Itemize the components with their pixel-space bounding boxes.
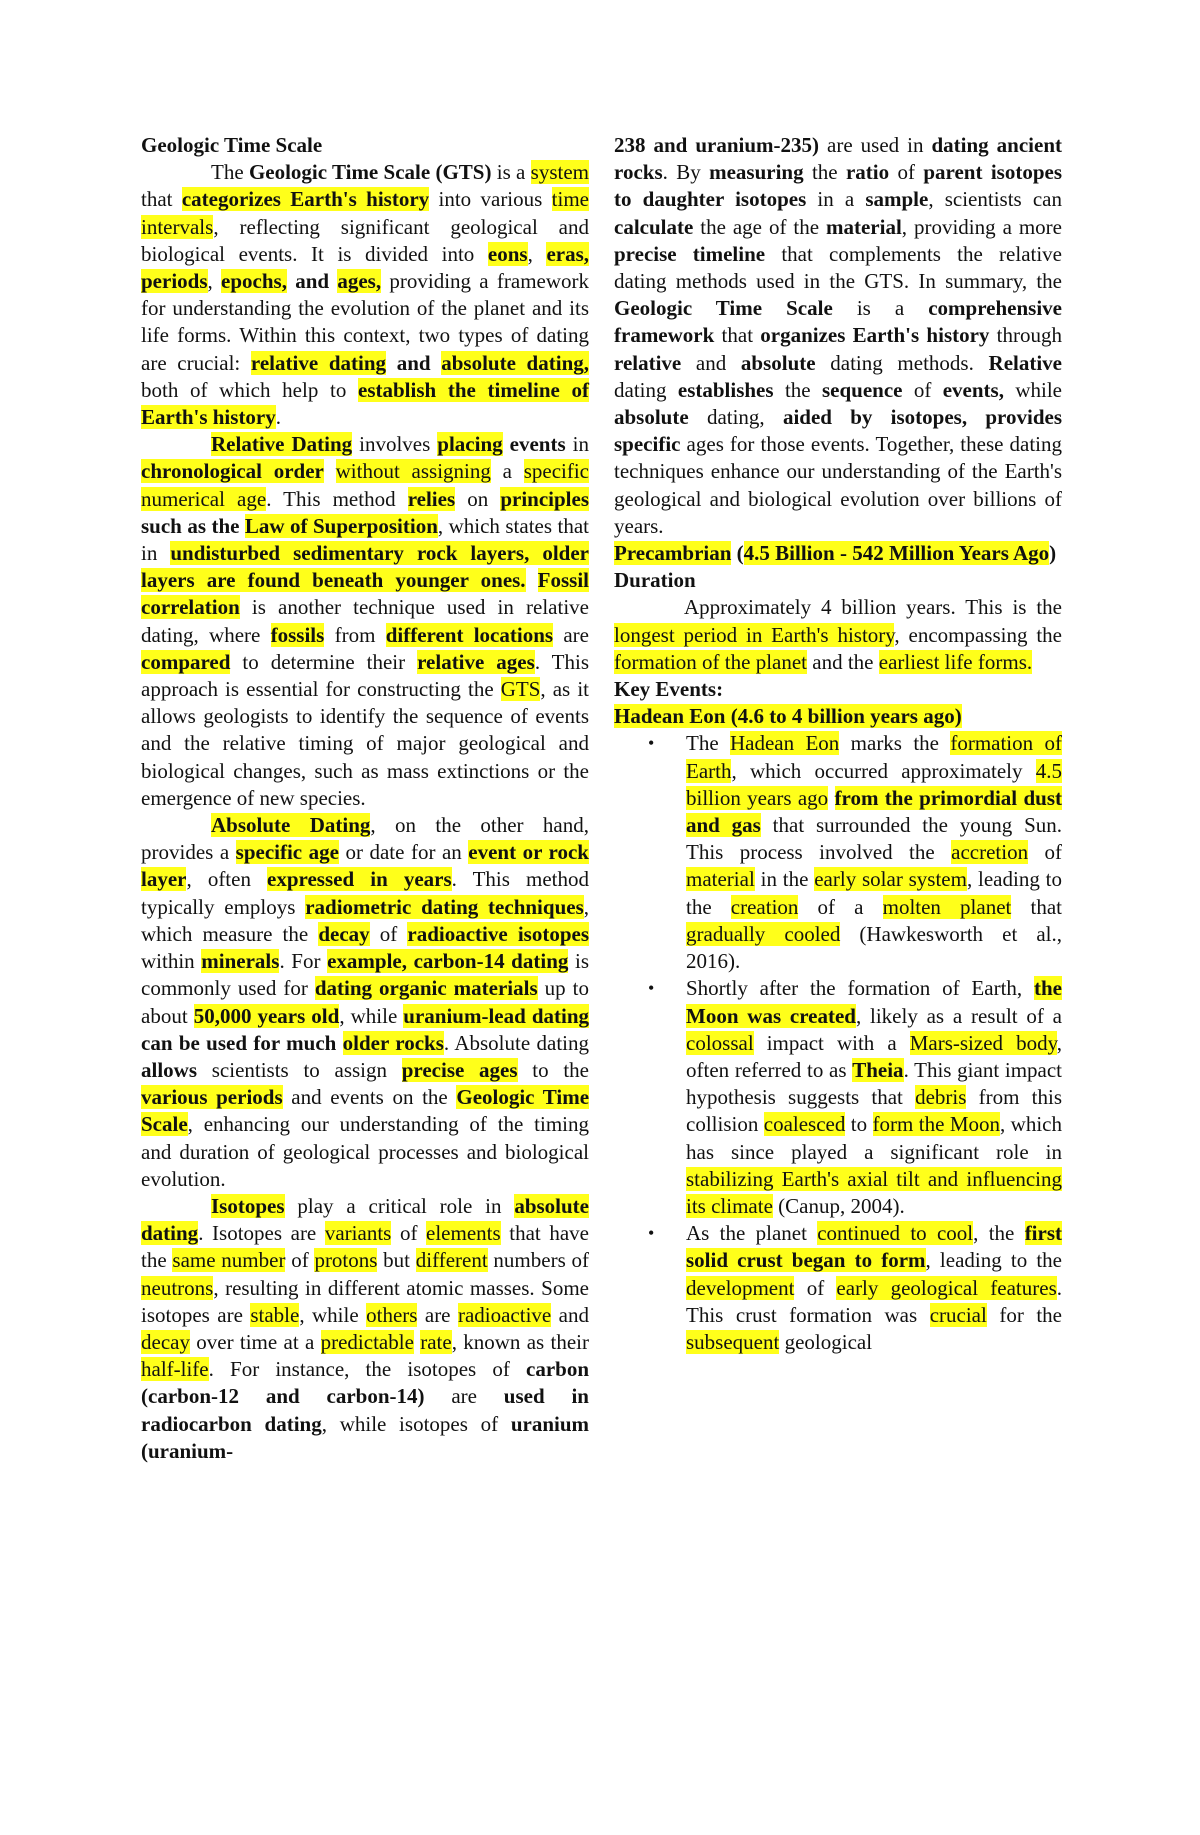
- highlighted-text: neutrons: [141, 1275, 214, 1300]
- highlighted-text: Law of Superposition: [244, 513, 438, 538]
- text-run: material: [825, 214, 902, 239]
- text-run: . Isotopes are: [198, 1221, 325, 1246]
- list-item-text: [686, 731, 1062, 973]
- highlighted-text: Geologic Time Scale: [141, 1085, 590, 1137]
- text-run: and: [386, 350, 442, 375]
- text-run: dating methods.: [815, 350, 989, 375]
- highlighted-text: uranium-lead dating: [403, 1003, 590, 1028]
- text-run: to determine their: [230, 649, 418, 674]
- text-run: relative: [614, 350, 682, 375]
- text-run: , encompassing the: [894, 622, 1062, 647]
- highlighted-text: time intervals: [141, 187, 589, 239]
- text-run: are: [424, 1384, 504, 1409]
- list-item: [648, 975, 1062, 1220]
- text-run: comprehensive framework: [614, 296, 1062, 348]
- highlighted-text: Mars-sized body: [909, 1030, 1057, 1055]
- highlighted-text: early solar system: [814, 867, 967, 892]
- highlighted-text: protons: [314, 1248, 378, 1273]
- text-run: dating: [614, 377, 678, 402]
- text-run: parent isotopes to daughter isotopes: [614, 160, 1063, 212]
- text-run: are: [553, 622, 589, 647]
- text-run: into various: [429, 187, 552, 212]
- text-run: . This approach is essential for constructing the: [141, 649, 589, 702]
- document-title: Geologic Time Scale: [141, 133, 323, 157]
- text-run: [828, 786, 834, 810]
- highlighted-text: earliest life forms.: [878, 649, 1033, 674]
- text-run: . For: [279, 949, 328, 974]
- text-run: The: [686, 731, 730, 756]
- highlighted-text: system: [530, 160, 589, 185]
- duration-paragraph: [614, 594, 1062, 676]
- highlighted-text: from the primordial dust and gas: [686, 785, 1063, 838]
- text-run: [503, 432, 510, 456]
- highlighted-text: relative dating: [250, 350, 387, 375]
- highlighted-text: ages,: [337, 269, 382, 294]
- text-run: such as the: [141, 513, 245, 538]
- text-run: .: [275, 405, 282, 430]
- text-run: , leading to the: [925, 1248, 1062, 1273]
- text-run: . This giant impact hypothesis suggests that: [686, 1057, 1062, 1110]
- highlighted-text: example, carbon-14 dating: [327, 949, 569, 974]
- highlighted-text: variants: [324, 1221, 392, 1246]
- text-run: Geologic Time Scale: [614, 296, 833, 321]
- text-run: (Canup, 2004).: [772, 1193, 905, 1218]
- highlighted-text: stabilizing Earth's axial tilt and influencing its climate: [686, 1166, 1062, 1218]
- list-item: [648, 730, 1063, 975]
- text-run: Relative: [988, 350, 1063, 375]
- text-run: , providing a more: [901, 214, 1062, 239]
- text-run: and the: [807, 649, 879, 674]
- highlighted-text: material: [686, 867, 755, 892]
- highlighted-text: the Moon was created: [686, 976, 1062, 1028]
- text-run: [967, 405, 985, 429]
- highlighted-text: accretion: [951, 840, 1029, 865]
- text-run: geological: [779, 1329, 873, 1354]
- highlighted-text: eras,: [546, 241, 590, 266]
- highlighted-text: specific numerical age: [141, 459, 589, 511]
- text-run: organizes Earth's history: [760, 323, 990, 348]
- left-column: [141, 132, 589, 1465]
- text-run: Geologic Time Scale (GTS): [248, 160, 492, 185]
- highlighted-text: continued to cool: [817, 1221, 974, 1246]
- text-run: for the: [986, 1302, 1062, 1327]
- text-run: sample: [865, 187, 929, 212]
- text-run: over time at a: [189, 1329, 321, 1354]
- text-run: is another technique used in relative dating, where: [141, 595, 589, 647]
- text-run: , known as their: [451, 1329, 589, 1354]
- text-run: is a: [832, 296, 929, 321]
- text-run: , which measure the: [141, 894, 589, 946]
- highlighted-text: decay: [141, 1329, 190, 1354]
- text-run: , reflecting significant geological and biological events. It is divided into: [141, 214, 589, 266]
- text-run: uranium (uranium-: [141, 1411, 589, 1463]
- highlighted-text: without assigning: [335, 459, 491, 484]
- text-run: in: [565, 432, 589, 457]
- text-run: , often referred to as: [686, 1030, 1062, 1082]
- text-run: [526, 568, 538, 592]
- highlighted-text: Hadean Eon: [730, 731, 840, 756]
- text-run: of: [285, 1248, 315, 1273]
- text-run: impact with a: [753, 1030, 910, 1055]
- text-run: of: [1028, 840, 1062, 865]
- highlighted-text: undisturbed sedimentary rock layers, older layers are found beneath younger ones.: [141, 541, 590, 593]
- bullet-icon: •: [648, 733, 655, 754]
- text-run: events,: [942, 377, 1004, 402]
- highlighted-text: stable: [250, 1302, 300, 1327]
- text-run: . By: [662, 160, 710, 185]
- text-run: of a: [798, 894, 883, 919]
- highlighted-text: older rocks: [342, 1030, 444, 1055]
- text-run: , while: [299, 1302, 367, 1327]
- text-run: marks the: [839, 731, 951, 756]
- text-run: but: [377, 1248, 416, 1273]
- text-run: ,: [527, 241, 547, 266]
- highlighted-text: specific age: [235, 840, 339, 865]
- text-run: and: [551, 1302, 589, 1327]
- duration-heading: Duration: [614, 568, 696, 593]
- highlighted-text: 4.5 billion years ago: [686, 758, 1062, 810]
- text-run: absolute: [740, 350, 816, 375]
- highlighted-text: dating organic materials: [314, 976, 538, 1001]
- text-run: from: [324, 622, 386, 647]
- text-run: ,: [207, 269, 222, 294]
- highlighted-text: chronological order: [141, 459, 324, 484]
- list-item-text: [686, 1221, 1062, 1354]
- text-run: [336, 1031, 342, 1055]
- highlighted-text: fossils: [270, 622, 325, 647]
- text-run: of: [794, 1275, 837, 1300]
- text-run: the: [773, 377, 822, 402]
- highlighted-text: minerals: [201, 949, 280, 974]
- text-run: measuring: [709, 160, 804, 185]
- text-run: , leading to the: [686, 867, 1062, 919]
- highlighted-text: same number: [172, 1248, 286, 1273]
- text-run: in the: [754, 867, 815, 892]
- highlighted-text: relies: [407, 486, 456, 511]
- text-run: can be used for much: [141, 1030, 337, 1055]
- highlighted-text: principles: [500, 486, 589, 511]
- highlighted-text: others: [366, 1302, 418, 1327]
- text-run: As the planet: [686, 1221, 818, 1246]
- highlighted-text: 4.5 Billion - 542 Million Years Ago: [743, 541, 1050, 566]
- text-run: up to about: [141, 976, 589, 1028]
- text-run: of: [369, 921, 408, 946]
- highlighted-text: first solid crust began to form: [686, 1221, 1063, 1273]
- text-run: , while isotopes of: [321, 1411, 511, 1436]
- text-run: is commonly used for: [141, 949, 589, 1001]
- text-run: (: [731, 541, 744, 566]
- highlighted-text: coalesced: [763, 1112, 846, 1137]
- text-run: . For instance, the isotopes of: [208, 1357, 526, 1382]
- text-run: allows: [141, 1057, 198, 1082]
- highlighted-text: Fossil correlation: [141, 568, 589, 620]
- text-run: or date for an: [338, 840, 469, 865]
- text-run: carbon (carbon-12 and carbon-14): [141, 1357, 589, 1409]
- paragraph-isotopes-continued: [614, 132, 1062, 540]
- text-run: a: [490, 459, 524, 484]
- right-column: [614, 132, 1062, 1356]
- highlighted-text: formation of Earth: [686, 731, 1062, 783]
- paragraph-absolute-dating: [141, 812, 589, 1193]
- highlighted-text: crucial: [929, 1302, 987, 1327]
- highlighted-text: elements: [426, 1221, 501, 1246]
- highlighted-text: decay: [318, 921, 370, 946]
- text-run: of: [902, 377, 943, 402]
- text-run: used in radiocarbon dating: [141, 1384, 589, 1436]
- highlighted-text: Relative Dating: [211, 432, 353, 457]
- text-run: calculate: [614, 214, 694, 239]
- text-run: and: [286, 269, 338, 294]
- bullet-icon: •: [648, 978, 655, 999]
- text-run: are: [417, 1302, 458, 1327]
- text-run: is a: [491, 160, 531, 185]
- highlighted-text: establish the timeline of Earth's history: [141, 377, 589, 430]
- highlighted-text: GTS: [500, 677, 541, 702]
- text-run: , which states that in: [141, 513, 589, 566]
- text-run: dating ancient rocks: [614, 133, 1063, 185]
- highlighted-text: development: [686, 1275, 795, 1300]
- text-run: 238 and uranium-235): [614, 133, 820, 157]
- text-run: . This method typically employs: [141, 867, 589, 919]
- paragraph-relative-dating: [141, 431, 589, 812]
- highlighted-text: Precambrian: [614, 541, 732, 566]
- highlighted-text: expressed in years: [267, 867, 452, 892]
- precambrian-heading: [614, 540, 1062, 567]
- text-run: , on the other hand, provides a: [141, 813, 589, 865]
- text-run: involves: [352, 432, 438, 457]
- text-run: that complements the relative dating methods used in the GTS. In summary, the: [614, 241, 1062, 294]
- highlighted-text: different: [415, 1248, 488, 1273]
- text-run: provides specific: [614, 405, 1062, 457]
- text-run: , scientists can: [928, 187, 1062, 212]
- highlighted-text: precise ages: [401, 1057, 518, 1082]
- highlighted-text: early geological features: [836, 1275, 1057, 1300]
- text-run: scientists to assign: [197, 1057, 402, 1082]
- hadean-events-list: [614, 730, 1062, 1356]
- text-run: events: [509, 432, 566, 457]
- text-run: to: [845, 1112, 873, 1137]
- text-run: the age of the: [693, 214, 826, 239]
- highlighted-text: categorizes Earth's history: [181, 187, 430, 212]
- highlighted-text: longest period in Earth's history: [614, 622, 895, 647]
- highlighted-text: predictable: [320, 1329, 414, 1354]
- highlighted-text: radioactive: [457, 1302, 552, 1327]
- text-run: , as it allows geologists to identify the sequence of events and the relative timing of major geological and biological changes, such as mass extinctions or the emergence of new species.: [141, 677, 589, 810]
- text-run: ): [1049, 541, 1057, 566]
- text-run: ages for those events. Together, these dating techniques enhance our understanding of the Earth's geological and biological evolution over billions of years.: [614, 432, 1062, 538]
- text-run: (Hawkesworth et al., 2016).: [686, 921, 1063, 974]
- text-run: establishes: [677, 377, 774, 402]
- highlighted-text: eons: [487, 241, 528, 266]
- text-run: , often: [186, 867, 268, 892]
- text-run: . Absolute dating: [443, 1030, 589, 1055]
- text-run: that have the: [141, 1221, 589, 1273]
- text-run: , likely as a result of a: [855, 1003, 1062, 1028]
- text-run: absolute: [614, 405, 689, 430]
- highlighted-text: Isotopes: [211, 1193, 285, 1218]
- highlighted-text: absolute dating: [141, 1193, 589, 1246]
- text-run: in a: [806, 187, 866, 212]
- text-run: while: [1003, 377, 1062, 402]
- text-run: both of which help to: [141, 377, 358, 402]
- highlighted-text: absolute dating,: [441, 350, 589, 375]
- highlighted-text: various periods: [141, 1085, 283, 1110]
- text-run: play a critical role in: [284, 1193, 515, 1218]
- highlighted-text: compared: [141, 649, 231, 674]
- highlighted-text: periods: [141, 269, 208, 294]
- text-run: . This method: [266, 486, 408, 511]
- text-run: precise timeline: [614, 241, 766, 266]
- highlighted-text: form the Moon: [872, 1112, 1000, 1137]
- text-run: . This crust formation was: [686, 1275, 1063, 1327]
- highlighted-text: different locations: [385, 622, 554, 647]
- highlighted-text: rate: [420, 1329, 452, 1354]
- text-run: of: [391, 1221, 427, 1246]
- key-events-heading: Key Events:: [614, 677, 724, 702]
- paragraph-isotopes: [141, 1193, 589, 1465]
- highlighted-text: colossal: [686, 1030, 754, 1055]
- text-run: dating,: [688, 405, 783, 430]
- text-run: numbers of: [487, 1248, 589, 1273]
- text-run: , the: [973, 1221, 1025, 1246]
- highlighted-text: subsequent: [686, 1329, 780, 1354]
- text-run: providing a framework for understanding the evolution of the planet and its life forms. Within this context, two types of dating are crucial:: [141, 269, 590, 375]
- hadean-heading: Hadean Eon (4.6 to 4 billion years ago): [614, 704, 962, 729]
- text-run: , which occurred approximately: [731, 758, 1036, 783]
- text-run: The: [211, 160, 249, 185]
- highlighted-text: creation: [730, 894, 799, 919]
- text-run: the: [803, 160, 846, 185]
- text-run: that surrounded the young Sun. This process involved the: [686, 813, 1063, 865]
- highlighted-text: event or rock layer: [141, 840, 589, 892]
- text-run: , which has since played a significant role in: [686, 1112, 1062, 1164]
- text-run: and: [681, 350, 741, 375]
- text-run: of: [889, 160, 924, 185]
- text-run: to the: [517, 1057, 589, 1082]
- highlighted-text: 50,000 years old: [193, 1003, 340, 1028]
- text-run: aided by isotopes,: [782, 405, 968, 430]
- text-run: , while: [339, 1003, 404, 1028]
- highlighted-text: Theia: [852, 1057, 904, 1082]
- highlighted-text: gradually cooled: [686, 921, 841, 946]
- list-item: [648, 1220, 1063, 1356]
- text-run: that: [714, 323, 761, 348]
- highlighted-text: placing: [437, 432, 503, 457]
- text-run: from this collision: [686, 1085, 1062, 1137]
- text-run: that: [1011, 894, 1062, 919]
- text-run: [324, 459, 336, 483]
- text-run: within: [141, 949, 202, 974]
- paragraph-gts-intro: [141, 159, 589, 431]
- text-run: are used in: [819, 133, 932, 157]
- highlighted-text: epochs,: [221, 269, 287, 294]
- highlighted-text: half-life: [141, 1357, 209, 1382]
- highlighted-text: Absolute Dating: [211, 813, 371, 838]
- highlighted-text: relative ages: [417, 649, 535, 674]
- bullet-icon: •: [648, 1223, 655, 1244]
- highlighted-text: molten planet: [882, 894, 1012, 919]
- text-run: Shortly after the formation of Earth,: [686, 976, 1034, 1001]
- text-run: Approximately 4 billion years. This is the: [684, 595, 1062, 620]
- text-run: , resulting in different atomic masses. Some isotopes are: [141, 1275, 589, 1327]
- list-item-text: [686, 976, 1062, 1218]
- highlighted-text: radiometric dating techniques: [305, 894, 584, 919]
- text-run: that: [141, 187, 182, 212]
- text-run: through: [989, 323, 1063, 348]
- text-run: and events on the: [282, 1085, 457, 1110]
- text-run: ratio: [845, 160, 890, 185]
- text-run: , enhancing our understanding of the timing and duration of geological processes and biological evolution.: [141, 1112, 589, 1191]
- highlighted-text: radioactive isotopes: [407, 921, 589, 946]
- highlighted-text: formation of the planet: [614, 649, 808, 674]
- text-run: sequence: [821, 377, 903, 402]
- highlighted-text: debris: [915, 1085, 967, 1110]
- text-run: on: [455, 486, 501, 511]
